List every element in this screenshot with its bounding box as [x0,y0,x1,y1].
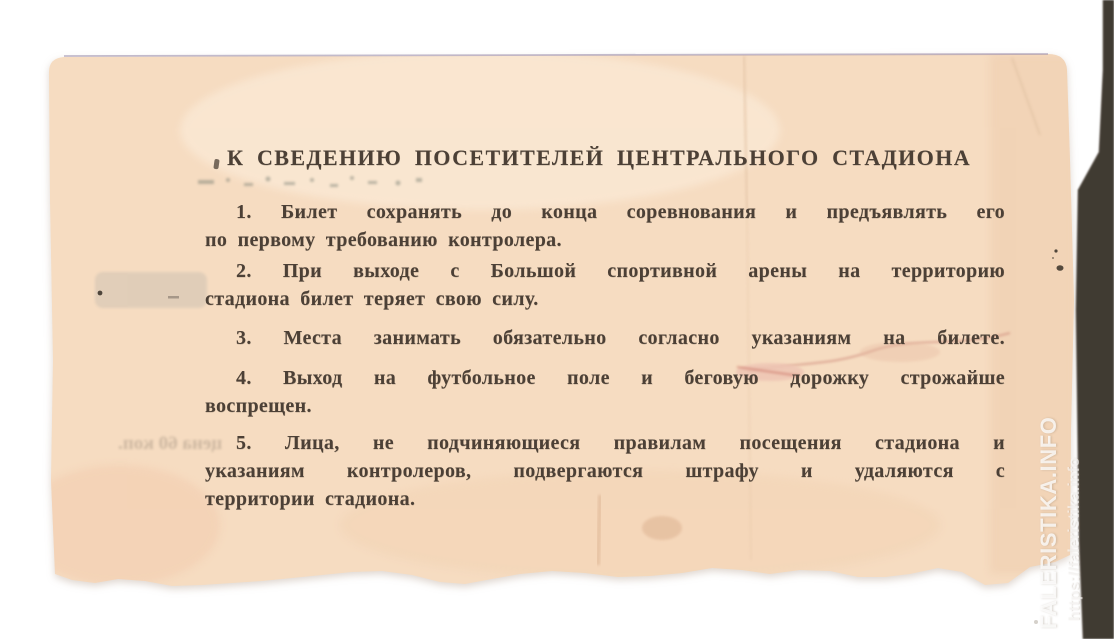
rule-line: 3. Места занимать обязательно согласно указаниям на билете. [236,327,1005,349]
rule-line: территории стадиона. [205,488,416,510]
rule-5 [205,429,1005,513]
ticket-rules-text [205,146,1005,513]
rule-2 [205,257,1005,313]
rule-line: указаниям контролеров, подвергаются штрафу и удаляются с [205,460,1005,482]
watermark-site-url: https://faleristika.info [1066,457,1083,621]
show-through-text: цена 60 коп. [118,433,223,454]
rule-line: 4. Выход на футбольное поле и беговую дорожку строжайше [236,367,1005,389]
watermark-site-name: FALERISTIKA.INFO [1036,416,1061,629]
rule-1 [205,198,1005,254]
rule-line: 5. Лица, не подчиняющиеся правилам посещения стадиона и [236,432,1005,454]
rule-line: по первому требованию контролера. [205,229,562,251]
rule-line: воспрещен. [205,395,312,417]
rule-line: 2. При выходе с Большой спортивной арены на территорию [236,260,1005,282]
rule-line: 1. Билет сохранять до конца соревнования и предъявлять его [236,201,1005,223]
notice-heading: К СВЕДЕНИЮ ПОСЕТИТЕЛЕЙ ЦЕНТРАЛЬНОГО СТАДИОНА [227,145,971,170]
rule-line: стадиона билет теряет свою силу. [205,288,539,310]
rule-4 [205,364,1005,420]
rule-3 [205,324,1005,352]
